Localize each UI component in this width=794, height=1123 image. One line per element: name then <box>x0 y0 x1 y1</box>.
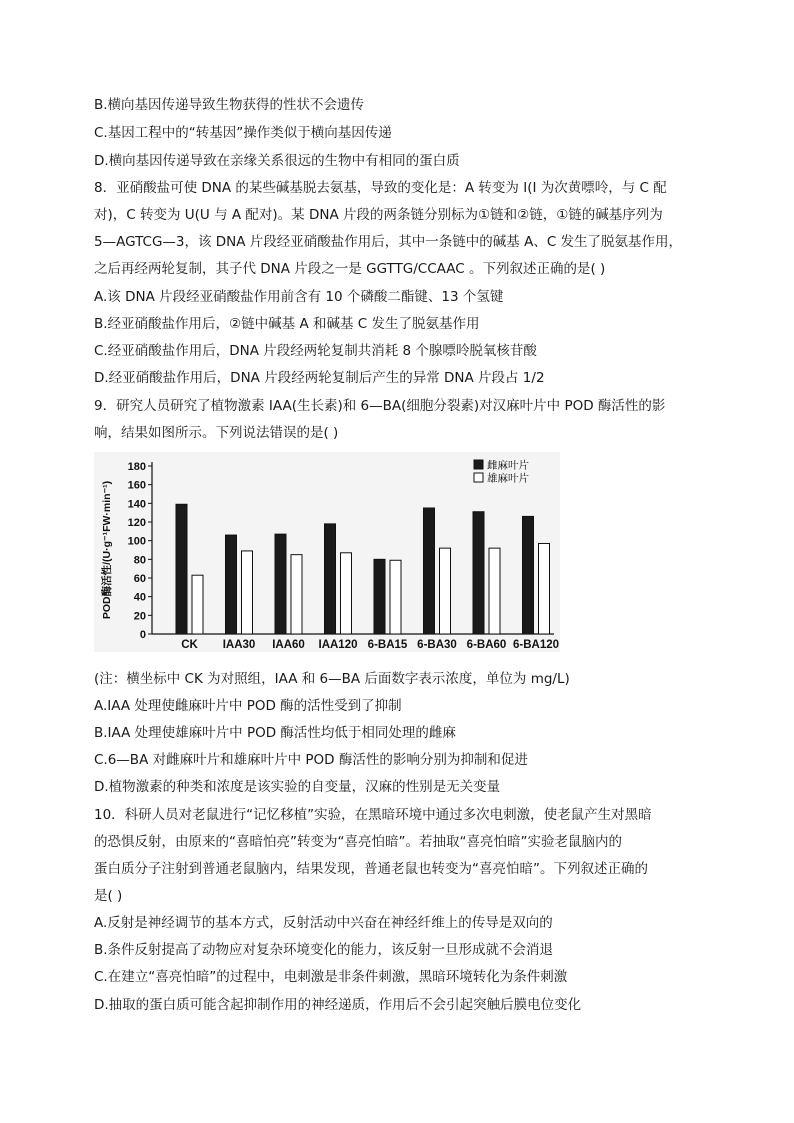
bar-female-ck <box>176 504 187 634</box>
bar-female-iaa120 <box>325 524 336 634</box>
text-line: 响，结果如图所示。下列说法错误的是( ) <box>94 425 339 441</box>
x-tick-label: IAA30 <box>222 639 256 651</box>
text-line: B.条件反射提高了动物应对复杂环境变化的能力，该反射一旦形成就不会消退 <box>94 942 554 958</box>
text-line: B.经亚硝酸盐作用后，②链中碱基 A 和碱基 C 发生了脱氨基作用 <box>94 316 480 332</box>
x-tick-label: 6-BA120 <box>512 639 560 651</box>
y-tick-label: 120 <box>127 517 146 529</box>
x-tick-label: IAA120 <box>318 639 358 651</box>
text-line: 9．研究人员研究了植物激素 IAA(生长素)和 6—BA(细胞分裂素)对汉麻叶片中 POD 酶活性的影 <box>94 398 666 414</box>
text-line: C.基因工程中的“转基因”操作类似于横向基因传递 <box>94 125 392 141</box>
bar-female-iaa30 <box>226 535 237 634</box>
text-line: D.植物激素的种类和浓度是该实验的自变量，汉麻的性别是无关变量 <box>94 779 501 795</box>
bar-male-ck <box>192 575 203 634</box>
x-tick-label: 6-BA15 <box>367 639 408 651</box>
bar-female-6-ba30 <box>424 508 435 634</box>
text-line: A.该 DNA 片段经亚硝酸盐作用前含有 10 个磷酸二酯键、13 个氢键 <box>94 289 504 305</box>
text-line: 5—AGTCG—3，该 DNA 片段经亚硝酸盐作用后，其中一条链中的碱基 A、C 发生了脱氨基作用， <box>94 234 683 250</box>
text-line: 10．科研人员对老鼠进行“记忆移植”实验，在黑暗环境中通过多次电刺激，使老鼠产生对黑暗 <box>94 807 652 823</box>
text-line: (注：横坐标中 CK 为对照组，IAA 和 6—BA 后面数字表示浓度，单位为 mg/L) <box>94 671 570 687</box>
x-tick-label: IAA60 <box>272 639 305 651</box>
text-line: 蛋白质分子注射到普通老鼠脑内，结果发现，普通老鼠也转变为“喜亮怕暗”。下列叙述正确的 <box>94 861 648 877</box>
bar-female-iaa60 <box>275 534 286 634</box>
bar-male-iaa60 <box>291 555 302 634</box>
y-tick-label: 180 <box>127 461 146 473</box>
x-tick-label: 6-BA60 <box>466 639 507 651</box>
bar-female-6-ba120 <box>523 516 534 634</box>
text-line: 8．亚硝酸盐可使 DNA 的某些碱基脱去氨基，导致的变化是：A 转变为 I(I 为次黄嘌呤，与 C 配 <box>94 180 667 196</box>
text-line: D.横向基因传递导致在亲缘关系很远的生物中有相同的蛋白质 <box>94 153 460 169</box>
y-tick-label: 20 <box>133 610 146 623</box>
text-line: D.抽取的蛋白质可能含起抑制作用的神经递质，作用后不会引起突触后膜电位变化 <box>94 997 582 1013</box>
text-line: 是( ) <box>94 888 123 904</box>
bar-male-6-ba15 <box>390 560 401 634</box>
y-tick-label: 100 <box>127 535 146 548</box>
bar-male-6-ba60 <box>489 548 500 634</box>
x-tick-label: 6-BA30 <box>417 639 457 651</box>
y-tick-label: 80 <box>133 554 146 567</box>
bar-male-6-ba30 <box>440 548 451 634</box>
text-line: A.反射是神经调节的基本方式，反射活动中兴奋在神经纤维上的传导是双向的 <box>94 915 553 931</box>
y-tick-label: 140 <box>127 498 146 511</box>
text-line: 之后再经两轮复制，其子代 DNA 片段之一是 GGTTG/CCAAC 。下列叙述正确的是( ) <box>94 261 606 277</box>
bar-male-iaa120 <box>341 553 352 634</box>
text-line: C.6—BA 对雌麻叶片和雄麻叶片中 POD 酶活性的影响分别为抑制和促进 <box>94 752 528 768</box>
text-line: B.IAA 处理使雄麻叶片中 POD 酶活性均低于相同处理的雌麻 <box>94 725 456 741</box>
legend-swatch <box>474 460 483 469</box>
text-line: D.经亚硝酸盐作用后，DNA 片段经两轮复制后产生的异常 DNA 片段占 1/2 <box>94 370 545 386</box>
text-line: A.IAA 处理使雌麻叶片中 POD 酶的活性受到了抑制 <box>94 698 402 714</box>
text-line: B.横向基因传递导致生物获得的性状不会遗传 <box>94 97 365 113</box>
text-line: 对)，C 转变为 U(U 与 A 配对)。某 DNA 片段的两条链分别标为①链和②链，①链的碱基序列为 <box>94 207 663 223</box>
bar-male-iaa30 <box>242 551 253 634</box>
bar-female-6-ba15 <box>374 559 385 634</box>
text-line: C.在建立“喜亮怕暗”的过程中，电刺激是非条件刺激，黑暗环境转化为条件刺激 <box>94 969 568 985</box>
y-axis-label: POD酶活性/(U·g⁻¹FW·min⁻¹) <box>101 480 113 620</box>
pod-activity-bar-chart <box>94 452 560 652</box>
bar-female-6-ba60 <box>473 512 484 634</box>
y-tick-label: 40 <box>133 591 146 604</box>
x-tick-label: CK <box>181 639 198 651</box>
legend-label: 雌麻叶片 <box>487 459 529 472</box>
y-tick-label: 0 <box>139 629 146 641</box>
y-tick-label: 60 <box>133 573 146 585</box>
legend-swatch <box>474 473 483 482</box>
legend-label: 雄麻叶片 <box>487 472 529 485</box>
y-tick-label: 160 <box>127 479 146 492</box>
bar-male-6-ba120 <box>539 543 550 634</box>
text-line: 的恐惧反射，由原来的“喜暗怕亮”转变为“喜亮怕暗”。若抽取“喜亮怕暗”实验老鼠脑内的 <box>94 834 622 850</box>
text-line: C.经亚硝酸盐作用后，DNA 片段经两轮复制共消耗 8 个腺嘌呤脱氧核苷酸 <box>94 343 537 359</box>
